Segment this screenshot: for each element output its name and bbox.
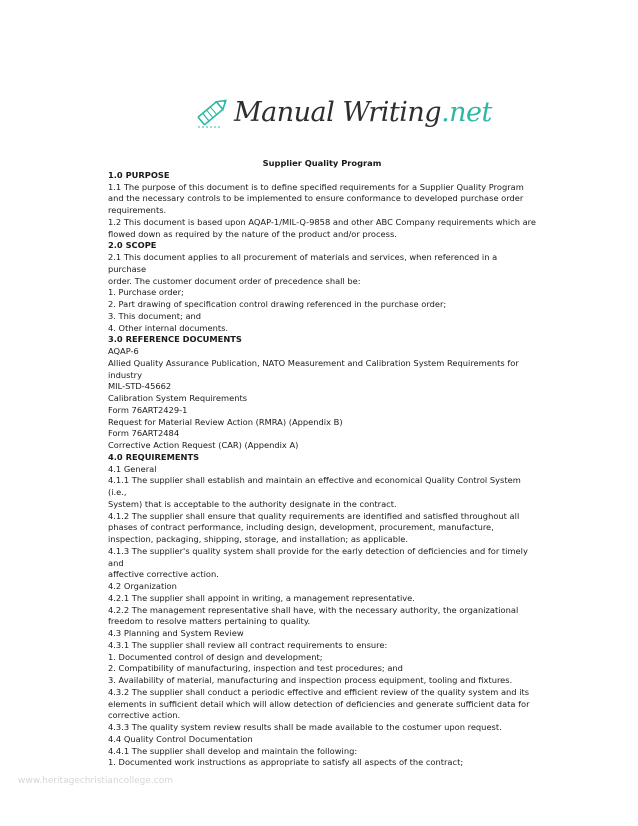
document-line: affective corrective action.: [108, 569, 219, 580]
document-line: flowed down as required by the nature of the product and/or process.: [108, 228, 397, 239]
site-logo: [192, 92, 492, 132]
document-line: freedom to resolve matters pertaining to quality.: [108, 616, 311, 627]
document-title: Supplier Quality Program: [262, 158, 382, 168]
document-line: 2.1 This document applies to all procurement of materials and services, when referenced in a purchase: [108, 252, 498, 274]
document-line: 4.1.2 The supplier shall ensure that quality requirements are identified and satisfied throughout all: [108, 510, 520, 521]
document-line: Form 76ART2429-1: [108, 404, 188, 415]
document-line: elements in sufficient detail which will allow detection of deficiencies and generate sufficient data for: [108, 698, 530, 709]
logo-brand: Manual Writing: [234, 96, 442, 128]
logo-tld: .net: [441, 96, 492, 128]
document-line: 2. Part drawing of specification control drawing referenced in the purchase order;: [108, 299, 447, 309]
document-line: 1. Purchase order;: [108, 287, 184, 298]
section-heading: 1.0 PURPOSE: [108, 169, 170, 180]
document-line: 4.1 General: [108, 463, 157, 474]
document-line: Calibration System Requirements: [108, 393, 248, 403]
document-line: 1.2 This document is based upon AQAP-1/MIL-Q-9858 and other ABC Company requirements which are: [108, 216, 537, 227]
document-line: Request for Material Review Action (RMRA) (Appendix B): [108, 416, 343, 427]
document-line: 4.4.1 The supplier shall develop and maintain the following:: [108, 745, 358, 756]
watermark: www.heritagechristiancollege.com: [18, 776, 173, 786]
document-line: 4.2.2 The management representative shall have, with the necessary authority, the organizational: [108, 604, 519, 615]
document-line: AQAP-6: [108, 346, 139, 356]
document-line: and the necessary controls to be implemented to ensure conformance to developed purchase order: [108, 193, 524, 204]
section-heading: 2.0 SCOPE: [108, 240, 157, 251]
document-line: 4.3.1 The supplier shall review all contract requirements to ensure:: [108, 639, 388, 650]
document-line: 4.3.2 The supplier shall conduct a periodic effective and efficient review of the quality system and its: [108, 686, 530, 697]
document-line: Allied Quality Assurance Publication, NATO Measurement and Calibration System Requirements for: [108, 357, 519, 368]
document-line: 4.1.3 The supplier's quality system shall provide for the early detection of deficiencies and for timely and: [108, 545, 528, 568]
document-line: phases of contract performance, including design, development, procurement, manufacture,: [108, 522, 494, 533]
document-line: 4.3.3 The quality system review results shall be made available to the costumer upon request.: [108, 722, 502, 732]
section-heading: 3.0 REFERENCE DOCUMENTS: [108, 334, 242, 345]
document-line: MIL-STD-45662: [108, 381, 172, 392]
document-line: 4.2 Organization: [108, 581, 177, 591]
document-line: Corrective Action Request (CAR) (Appendix A): [108, 440, 299, 450]
document-line: 3. This document; and: [108, 310, 202, 321]
document-line: 3. Availability of material, manufacturing and inspection process equipment, tooling and fixtures.: [108, 675, 513, 685]
document-line: corrective action.: [108, 710, 181, 721]
document-line: industry: [108, 369, 142, 380]
document-line: 1.1 The purpose of this document is to define specified requirements for a Supplier Quality Program: [108, 181, 524, 192]
document-line: inspection, packaging, shipping, storage, and installation; as applicable.: [108, 534, 409, 544]
document-line: 4.3 Planning and System Review: [108, 628, 244, 638]
document-line: 2. Compatibility of manufacturing, inspection and test procedures; and: [108, 663, 403, 674]
document-line: order. The customer document order of precedence shall be:: [108, 275, 361, 286]
document-line: 1. Documented control of design and development;: [108, 651, 323, 662]
document-line: Form 76ART2484: [108, 428, 180, 439]
document-body: [108, 158, 536, 769]
pencil-icon: [192, 92, 232, 132]
document-line: 4.2.1 The supplier shall appoint in writing, a management representative.: [108, 592, 415, 603]
document-line: System) that is acceptable to the authority designate in the contract.: [108, 498, 397, 509]
document-line: requirements.: [108, 205, 167, 215]
logo-text: [234, 97, 492, 128]
document-line: 1. Documented work instructions as appropriate to satisfy all aspects of the contract;: [108, 757, 464, 768]
document-line: 4. Other internal documents.: [108, 322, 229, 333]
section-heading: 4.0 REQUIREMENTS: [108, 451, 200, 462]
document-line: 4.4 Quality Control Documentation: [108, 733, 253, 744]
document-line: 4.1.1 The supplier shall establish and maintain an effective and economical Quality Control System (i.e.,: [108, 475, 521, 497]
